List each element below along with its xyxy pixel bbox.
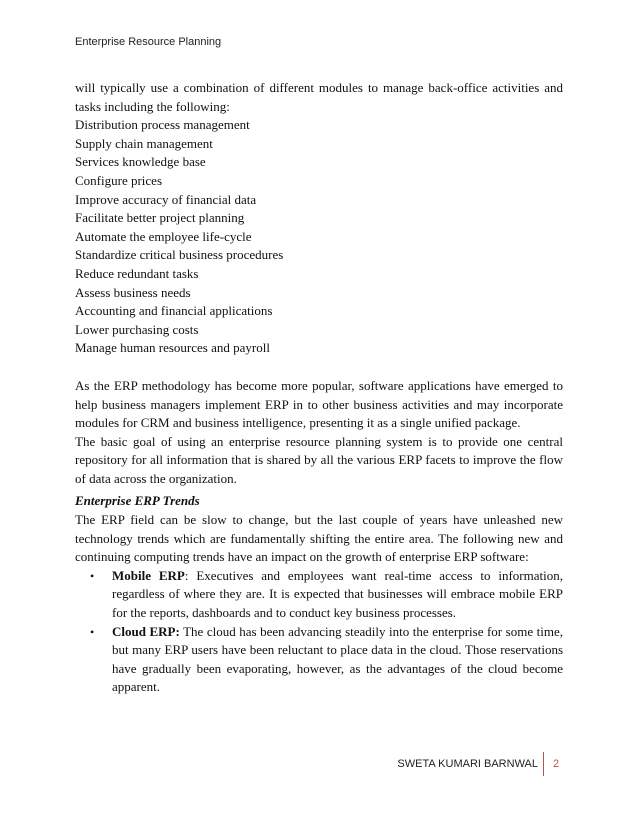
- bullet-text: Executives and employees want real-time access to information, regardless of where they are. It is expected that businesses will embrace mobile ERP for the reports, dashboards and to conduct key business processes.: [112, 567, 563, 621]
- footer-divider: [543, 752, 544, 776]
- list-item: Supply chain management: [75, 135, 213, 151]
- page-number: 2: [553, 758, 560, 770]
- list-item: Lower purchasing costs: [75, 321, 199, 337]
- page-header: Enterprise Resource Planning: [75, 36, 222, 48]
- list-item: Accounting and financial applications: [75, 303, 273, 319]
- list-item: Facilitate better project planning: [75, 210, 245, 226]
- bullet-icon: •: [90, 624, 95, 639]
- page-footer: [0, 752, 638, 776]
- list-item: Manage human resources and payroll: [75, 340, 270, 356]
- trends-paragraph: The ERP field can be slow to change, but the last couple of years have unleashed new technology trends which are fundamentally shifting the entire area. The following new and continuing computing trends have an impact on the growth of enterprise ERP software:: [75, 512, 563, 565]
- list-item: Automate the employee life-cycle: [75, 228, 252, 244]
- paragraph-spacer: [75, 358, 563, 377]
- section-heading: Enterprise ERP Trends: [75, 493, 200, 509]
- list-item: Reduce redundant tasks: [75, 265, 199, 281]
- document-body: [75, 79, 563, 697]
- erp-methodology-paragraph: As the ERP methodology has become more popular, software applications have emerged to help business managers implement ERP in to other business activities and may incorporate modules for CRM and business intelligence, presenting it as a single unified package.: [75, 377, 563, 431]
- bullet-text: The cloud has been advancing steadily into the enterprise for some time, but many ERP users have been reluctant to place data in the cloud. Those reservations have gradually been evaporating, however, as the advantages of the cloud become apparent.: [112, 623, 563, 695]
- list-item: Distribution process management: [75, 117, 250, 133]
- bullet-item-cloud-erp: [75, 623, 563, 697]
- bullet-icon: •: [90, 568, 95, 583]
- list-item: Services knowledge base: [75, 154, 206, 170]
- list-item: Improve accuracy of financial data: [75, 191, 257, 207]
- intro-paragraph: will typically use a combination of different modules to manage back-office activities and tasks including the following:: [75, 80, 563, 114]
- module-list: [75, 116, 563, 358]
- bullet-item-mobile-erp: [75, 567, 563, 623]
- bullet-separator: :: [184, 567, 189, 583]
- bullet-term: Mobile ERP: [112, 567, 185, 583]
- trend-bullets: [75, 567, 563, 697]
- list-item: Configure prices: [75, 172, 163, 188]
- bullet-term: Cloud ERP:: [112, 623, 180, 639]
- list-item: Standardize critical business procedures: [75, 247, 284, 263]
- list-item: Assess business needs: [75, 284, 191, 300]
- author-name: SWETA KUMARI BARNWAL: [397, 758, 538, 770]
- erp-goal-paragraph: The basic goal of using an enterprise resource planning system is to provide one central repository for all information that is shared by all the various ERP facets to improve the flow of data across the organization.: [75, 433, 563, 486]
